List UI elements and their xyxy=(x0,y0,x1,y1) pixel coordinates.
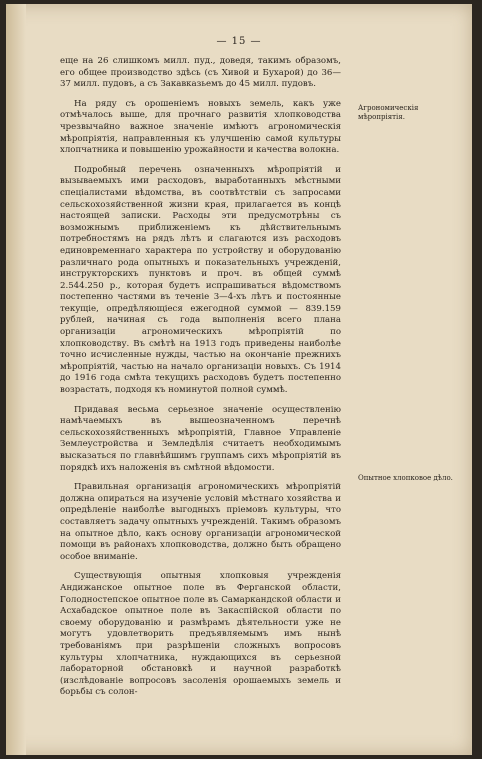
paragraph-continued: еще на 26 слишкомъ милл. пуд., доведя, такимъ образомъ, его общее производство здѣсь (съ Хивой и Бухарой) до 36—37 милл. пудовъ, а съ Закавказьемъ до 45 милл. пудовъ. xyxy=(60,56,341,90)
paragraph-agronomic-measures: На ряду съ орошеніемъ новыхъ земель, какъ уже отмѣчалось выше, для прочнаго развитія хлопководства чрезвычайно важное значеніе имѣютъ агрономическія мѣропріятія, направленныя къ улучшенію самой культуры хлопчатника и повышенію урожайности и качества волокна. xyxy=(60,98,341,156)
margin-note-experimental: Опытное хлопковое дѣло. xyxy=(358,474,453,482)
main-text xyxy=(60,56,341,699)
paragraph-expenses-list: Подробный перечень означенныхъ мѣропріятій и вызываемыхъ ими расходовъ, выработанныхъ мѣстными спеціалистами вѣдомства, въ соотвѣтствіи съ запросами сельскохозяйственной жизни края, прилагается въ концѣ настоящей записки. Расходы эти предусмотрѣны съ возможнымъ приближеніемъ къ дѣйствительнымъ потребностямъ на рядъ лѣтъ и слагаются изъ расходовъ единовременнаго характера по устройству и оборудованію различнаго рода опытныхъ и показательныхъ учрежденій, инструкторскихъ пунктовъ и проч. въ общей суммѣ 2.544.250 р., которая будетъ испрашиваться вѣдомствомъ постепенно частями въ теченіе 3—4-хъ лѣтъ и постоянные текущіе, опредѣляющіеся ежегодной суммой — 839.159 рублей, начиная съ года выполненія всего плана организаціи агрономическихъ мѣропріятій по хлопководству. Въ смѣтѣ на 1913 годъ приведены наиболѣе точно исчисленные нужды, частью на окончаніе прежнихъ мѣропріятій, частью на начало организаціи новыхъ. Съ 1914 до 1916 года смѣта текущихъ расходовъ будетъ постепенно возрастать, подходя къ номинутой полной суммѣ. xyxy=(60,164,341,396)
paragraph-main-directorate: Придавая весьма серьезное значеніе осуществленію намѣчаемыхъ въ вышеозначенномъ перечнѣ сельскохозяйственныхъ мѣропріятій, Главное Управленіе Землеустройства и Земледѣлія считаетъ необходимымъ высказаться по главнѣйшимъ группамъ сихъ мѣропріятій въ порядкѣ ихъ наложенія въ смѣтной вѣдомости. xyxy=(60,404,341,473)
paragraph-experimental-organization: Правильная организація агрономическихъ мѣропріятій должна опираться на изученіе условій мѣстнаго хозяйства и опредѣленіе наиболѣе выгодныхъ пріемовъ культуры, что составляетъ задачу опытныхъ учрежденій. Такимъ образомъ на опытное дѣло, какъ основу организаціи агрономической помощи въ районахъ хлопководства, должно быть обращено особое вниманіе. xyxy=(60,482,341,562)
book-page xyxy=(6,4,472,755)
paragraph-existing-stations: Существующія опытныя хлопковыя учрежденія Андижанское опытное поле въ Ферганской области, Голодностепское опытное поле въ Самаркандской области и Асхабадское опытное поле въ Закаспійской области по своему оборудованію и размѣрамъ дѣятельности уже не могутъ удовлетворить предъявляемымъ имъ нынѣ требованіямъ при разрѣшеніи сложныхъ вопросовъ культуры хлопчатника, нуждающихся въ серьезной лабораторной обстановкѣ и научной разработкѣ (изслѣдованіе вопросовъ засоленія орошаемыхъ земель и борьбы съ солон- xyxy=(60,571,341,698)
page-number: — 15 — xyxy=(216,36,262,47)
margin-note-agronomic: Агрономическія мѣропріятія. xyxy=(358,104,419,121)
page-spine-shadow xyxy=(6,4,26,755)
